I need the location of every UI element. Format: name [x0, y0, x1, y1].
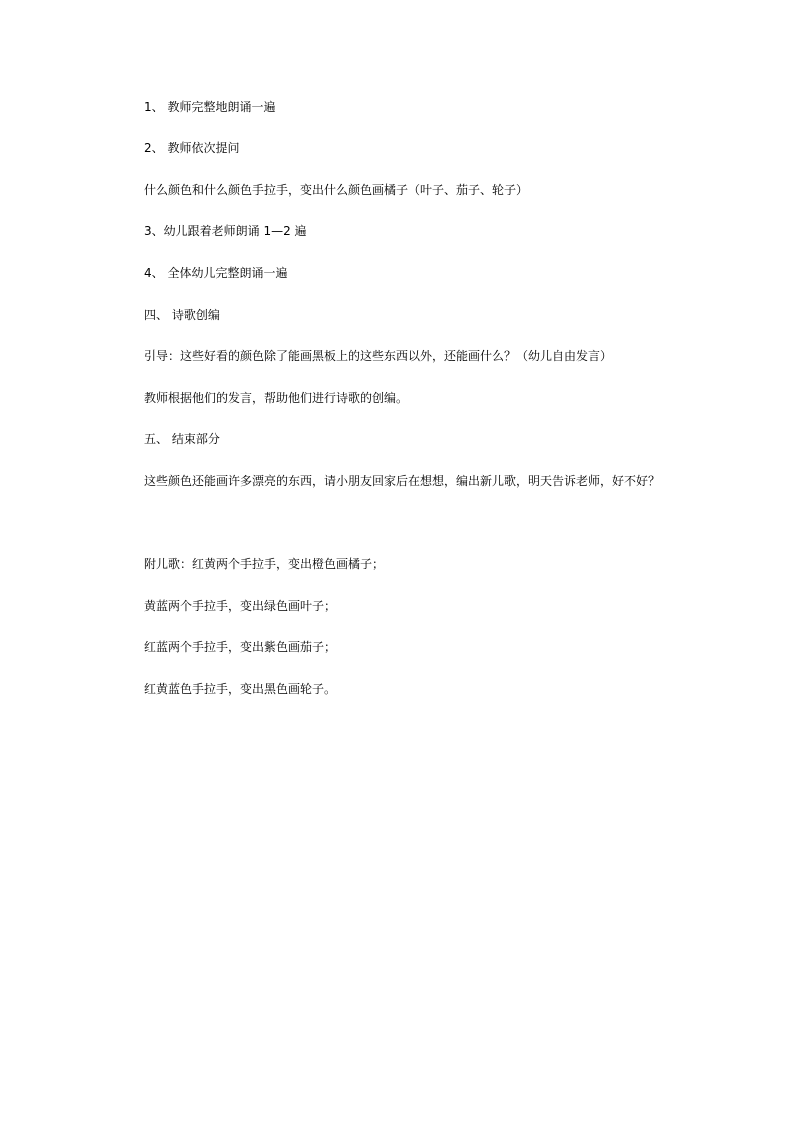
section-4-heading: 四、 诗歌创编	[144, 308, 220, 322]
song-line-1: 附儿歌：红黄两个手拉手，变出橙色画橘子；	[144, 557, 385, 571]
step-3-follow: 3、幼儿跟着老师朗诵 1—2 遍	[144, 224, 307, 238]
teacher-help-text: 教师根据他们的发言，帮助他们进行诗歌的创编。	[144, 391, 409, 405]
song-line-4: 红黄蓝色手拉手，变出黑色画轮子。	[144, 682, 337, 696]
question-text: 什么颜色和什么颜色手拉手，变出什么颜色画橘子（叶子、茄子、轮子）	[144, 183, 529, 197]
song-line-2: 黄蓝两个手拉手，变出绿色画叶子；	[144, 599, 337, 613]
step-4-all-recite: 4、 全体幼儿完整朗诵一遍	[144, 266, 288, 280]
closing-text: 这些颜色还能画许多漂亮的东西，请小朋友回家后在想想，编出新儿歌，明天告诉老师，好不好？	[144, 474, 661, 488]
song-line-3: 红蓝两个手拉手，变出紫色画茄子；	[144, 640, 337, 654]
section-5-heading: 五、 结束部分	[144, 432, 220, 446]
step-2-questions: 2、 教师依次提问	[144, 141, 240, 155]
step-1-recite: 1、 教师完整地朗诵一遍	[144, 100, 276, 114]
guide-text: 引导：这些好看的颜色除了能画黑板上的这些东西以外，还能画什么？（幼儿自由发言）	[144, 349, 613, 363]
